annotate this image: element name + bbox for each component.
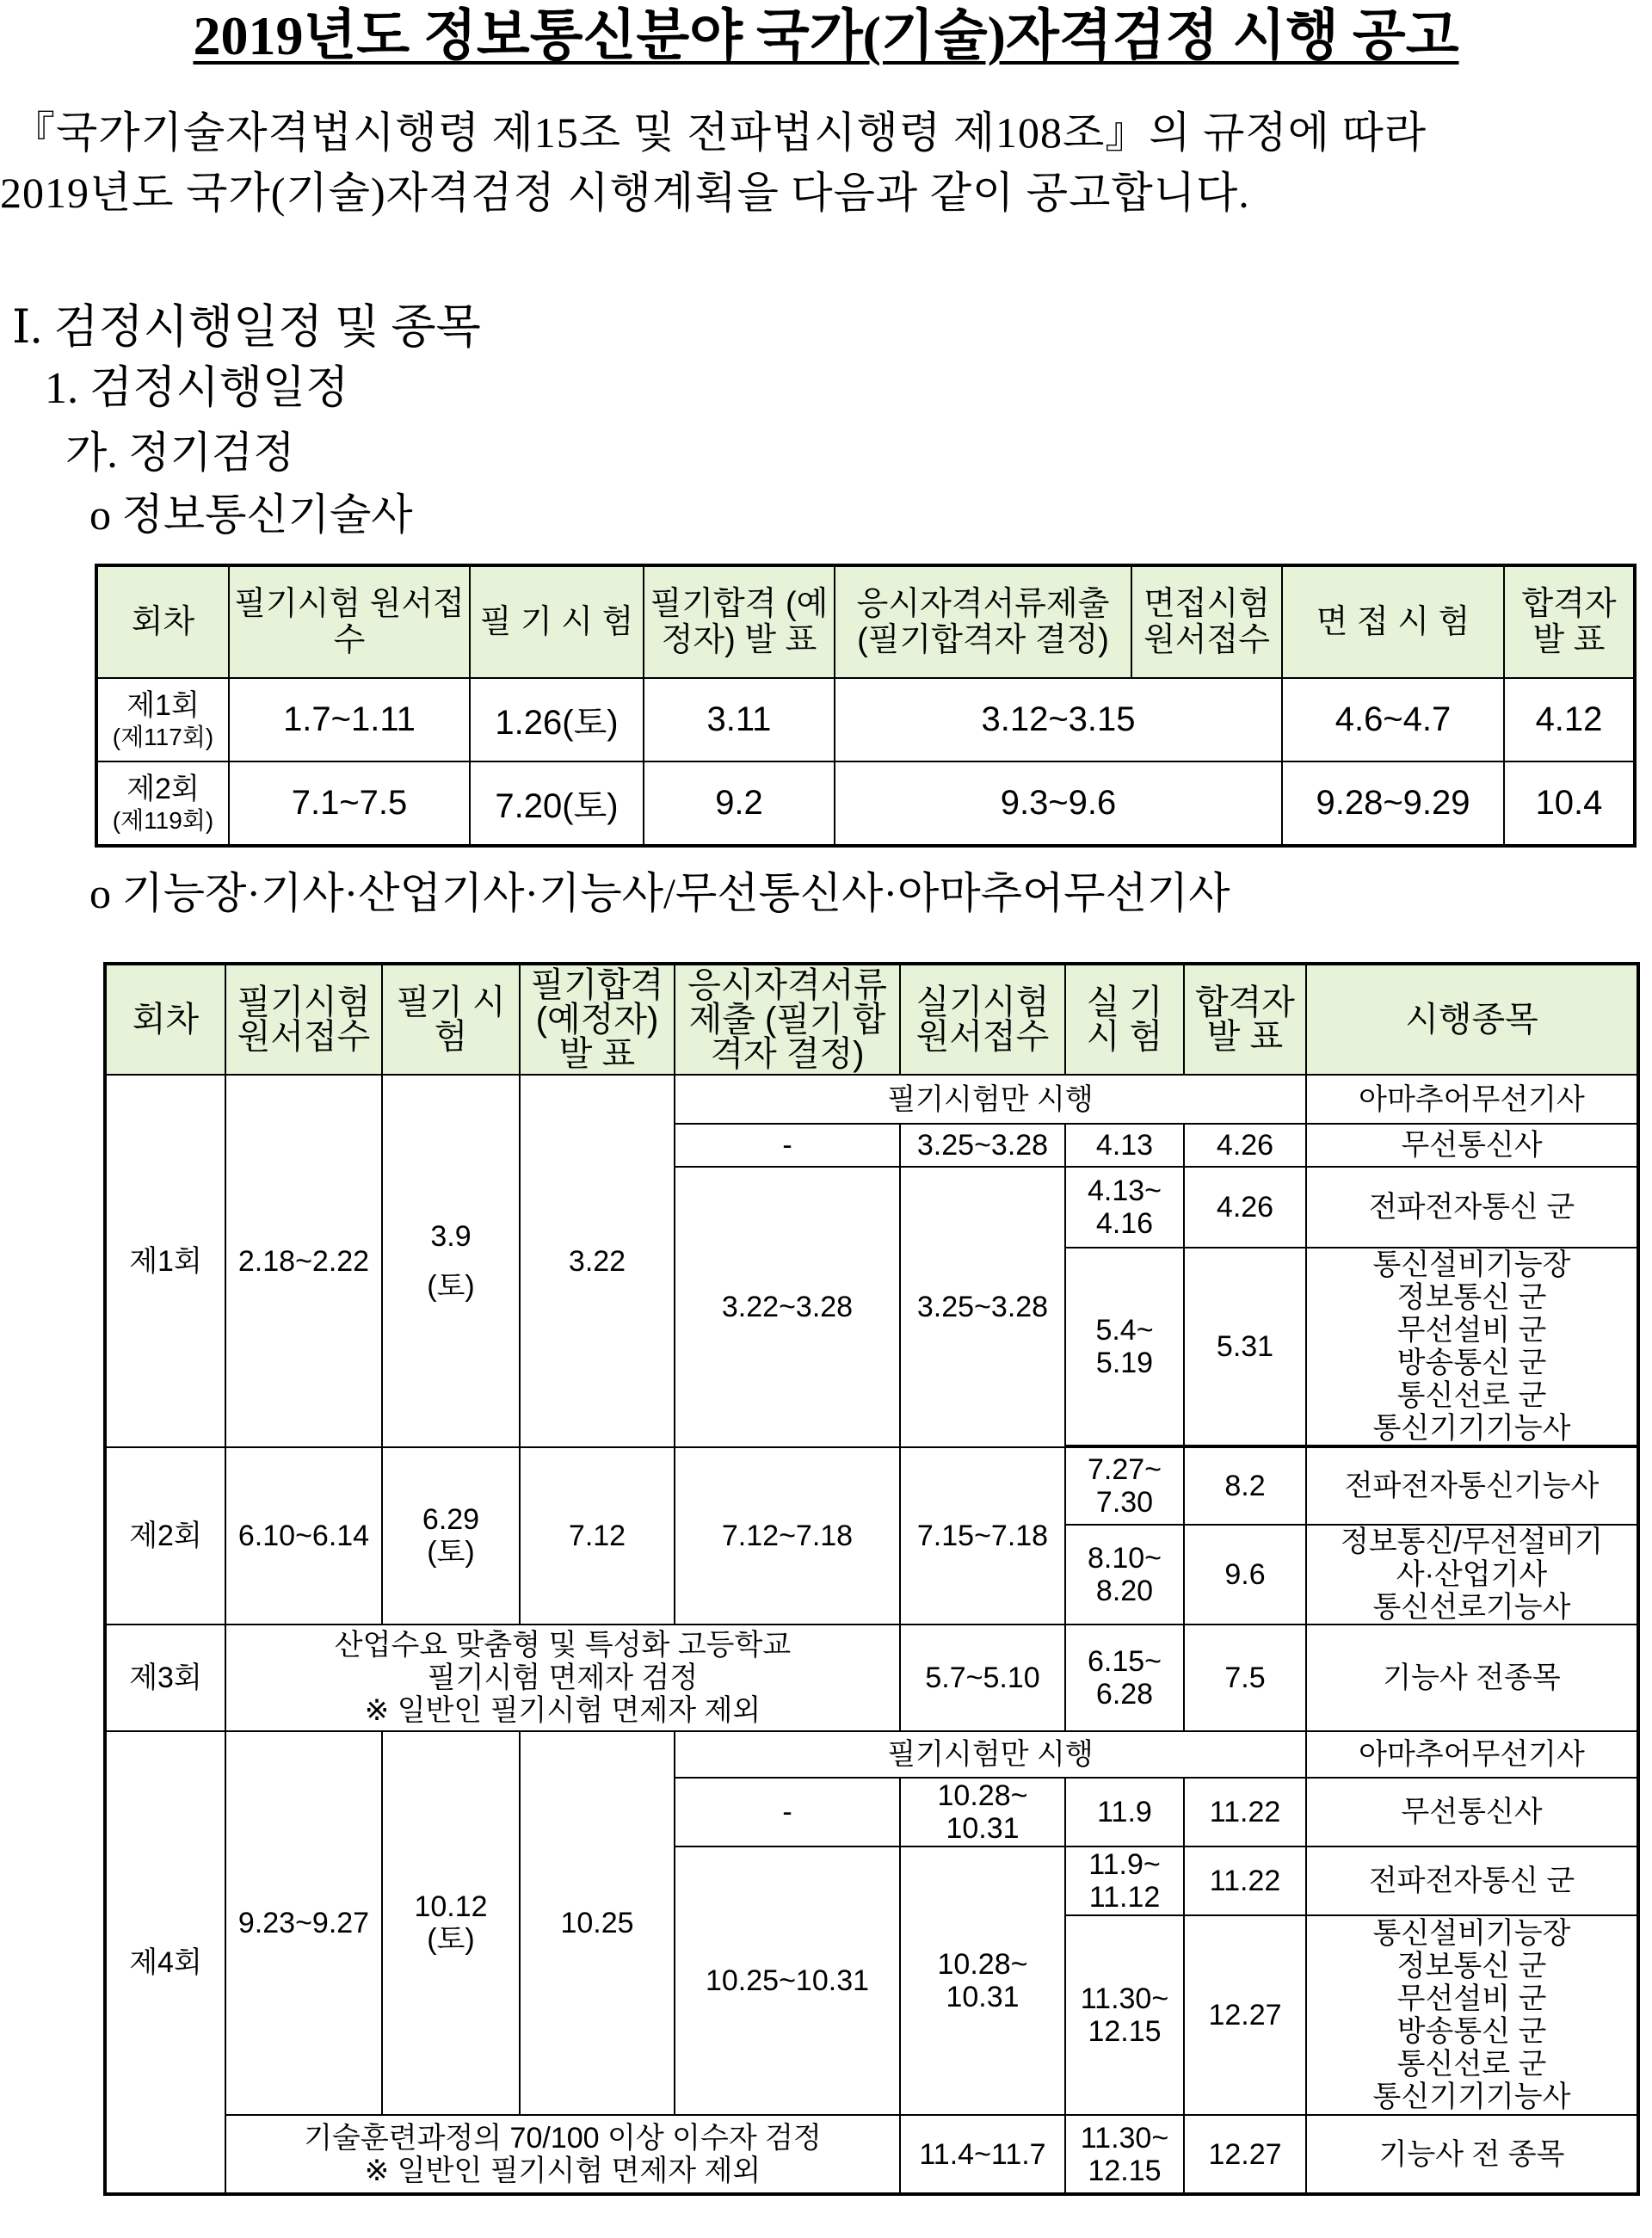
exam-cell: 1.26(토) xyxy=(470,678,644,761)
page-title: 2019년도 정보통신분야 국가(기술)자격검정 시행 공고 xyxy=(193,5,1459,66)
subject-cell: 정보통신/무선설비기 사·산업기사 통신선로기능사 xyxy=(1306,1525,1638,1625)
docs-cell: 3.22~3.28 xyxy=(675,1167,900,1447)
docs-cell: 9.3~9.6 xyxy=(835,761,1282,846)
category-label-technician: o 기능장·기사·산업기사·기능사/무선통신사·아마추어무선기사 xyxy=(89,869,1230,917)
result-cell: 4.26 xyxy=(1184,1124,1306,1167)
round-cell: 제3회 xyxy=(105,1625,225,1731)
practical-exam-cell: 5.4~ 5.19 xyxy=(1065,1248,1184,1446)
exam-cell: 10.12 (토) xyxy=(382,1731,520,2115)
subject-cell: 전파전자통신 군 xyxy=(1306,1847,1638,1915)
result-cell: 4.26 xyxy=(1184,1167,1306,1248)
header-subjects: 시행종목 xyxy=(1306,964,1638,1075)
practical-apply-cell: 3.25~3.28 xyxy=(900,1167,1065,1447)
announce-cell: 3.22 xyxy=(520,1075,675,1447)
docs-cell: 10.25~10.31 xyxy=(675,1847,900,2115)
practical-exam-cell: 4.13 xyxy=(1065,1124,1184,1167)
practical-exam-cell: 6.15~ 6.28 xyxy=(1065,1625,1184,1731)
category-label-engineer: o 정보통신기술사 xyxy=(89,490,413,539)
practical-exam-cell: 8.10~ 8.20 xyxy=(1065,1525,1184,1625)
training-cell: 기술훈련과정의 70/100 이상 이수자 검정 ※ 일반인 필기시험 면제자 제외 xyxy=(225,2115,900,2194)
subject-cell: 전파전자통신기능사 xyxy=(1306,1447,1638,1525)
subject-cell: 전파전자통신 군 xyxy=(1306,1167,1638,1248)
apply-cell: 1.7~1.11 xyxy=(229,678,470,761)
announce-cell: 3.11 xyxy=(644,678,835,761)
result-cell: 5.31 xyxy=(1184,1248,1306,1446)
apply-cell: 9.23~9.27 xyxy=(225,1731,382,2115)
result-cell: 7.5 xyxy=(1184,1625,1306,1731)
note-cell: 산업수요 맞춤형 및 특성화 고등학교 필기시험 면제자 검정 ※ 일반인 필기시험 면제자 제외 xyxy=(225,1625,900,1731)
practical-exam-cell: 11.30~ 12.15 xyxy=(1065,1915,1184,2115)
practical-exam-cell: 11.9~ 11.12 xyxy=(1065,1847,1184,1915)
subsection-heading: 1. 검정시행일정 xyxy=(45,364,349,413)
header-interview-apply: 면접시험 원서접수 xyxy=(1131,565,1282,678)
interview-cell: 4.6~4.7 xyxy=(1282,678,1504,761)
intro-line-1: 『국가기술자격법시행령 제15조 및 전파법시행령 제108조』의 규정에 따라 xyxy=(12,108,1427,157)
header-written-apply: 필기시험 원서접수 xyxy=(229,565,470,678)
subject-cell: 무선통신사 xyxy=(1306,1124,1638,1167)
table-row xyxy=(105,1075,1638,1124)
subject-cell: 통신설비기능장 정보통신 군 무선설비 군 방송통신 군 통신선로 군 통신기기기능사 xyxy=(1306,1248,1638,1446)
practical-apply-cell: 11.4~11.7 xyxy=(900,2115,1065,2194)
round-cell: 제2회 xyxy=(105,1447,225,1625)
subject-cell: 통신설비기능장 정보통신 군 무선설비 군 방송통신 군 통신선로 군 통신기기기능사 xyxy=(1306,1915,1638,2115)
practical-exam-cell: 7.27~ 7.30 xyxy=(1065,1447,1184,1525)
result-cell: 4.12 xyxy=(1504,678,1635,761)
practical-exam-cell: 11.30~ 12.15 xyxy=(1065,2115,1184,2194)
header-written-exam: 필 기 시 험 xyxy=(470,565,644,678)
subject-cell: 아마추어무선기사 xyxy=(1306,1075,1638,1124)
header-round: 회차 xyxy=(105,964,225,1075)
result-cell: 11.22 xyxy=(1184,1847,1306,1915)
result-cell: 11.22 xyxy=(1184,1778,1306,1847)
table-row xyxy=(105,1447,1638,1525)
practical-exam-cell: 4.13~ 4.16 xyxy=(1065,1167,1184,1248)
result-cell: 10.4 xyxy=(1504,761,1635,846)
round-cell: 제2회 (제119회) xyxy=(96,761,229,846)
header-round: 회차 xyxy=(96,565,229,678)
table-row xyxy=(105,2115,1638,2194)
section-heading: Ⅰ. 검정시행일정 및 종목 xyxy=(12,301,481,353)
apply-cell: 7.1~7.5 xyxy=(229,761,470,846)
practical-apply-cell: 10.28~ 10.31 xyxy=(900,1778,1065,1847)
written-only-cell: 필기시험만 시행 xyxy=(675,1075,1306,1124)
header-written-announce: 필기합격 (예정자) 발 표 xyxy=(644,565,835,678)
announce-cell: 9.2 xyxy=(644,761,835,846)
docs-cell: - xyxy=(675,1124,900,1167)
result-cell: 12.27 xyxy=(1184,1915,1306,2115)
header-written-exam: 필기 시험 xyxy=(382,964,520,1075)
header-interview-exam: 면 접 시 험 xyxy=(1282,565,1504,678)
practical-apply-cell: 3.25~3.28 xyxy=(900,1124,1065,1167)
round-cell: 제4회 xyxy=(105,1731,225,2194)
subject-cell: 아마추어무선기사 xyxy=(1306,1731,1638,1778)
announce-cell: 7.12 xyxy=(520,1447,675,1625)
exam-cell: 3.9 (토) xyxy=(382,1075,520,1447)
subject-cell: 무선통신사 xyxy=(1306,1778,1638,1847)
practical-apply-cell: 7.15~7.18 xyxy=(900,1447,1065,1625)
schedule-table-technician xyxy=(103,962,1640,2196)
table-row xyxy=(105,1625,1638,1731)
schedule-table-engineer xyxy=(95,564,1637,848)
header-result: 합격자 발 표 xyxy=(1184,964,1306,1075)
result-cell: 8.2 xyxy=(1184,1447,1306,1525)
apply-cell: 2.18~2.22 xyxy=(225,1075,382,1447)
result-cell: 9.6 xyxy=(1184,1525,1306,1625)
docs-cell: 7.12~7.18 xyxy=(675,1447,900,1625)
subsubsection-heading: 가. 정기검정 xyxy=(65,428,295,477)
docs-cell: 3.12~3.15 xyxy=(835,678,1282,761)
written-only-cell: 필기시험만 시행 xyxy=(675,1731,1306,1778)
header-result: 합격자 발 표 xyxy=(1504,565,1635,678)
practical-exam-cell: 11.9 xyxy=(1065,1778,1184,1847)
table-row xyxy=(96,761,1635,846)
interview-cell: 9.28~9.29 xyxy=(1282,761,1504,846)
header-practical-apply: 실기시험 원서접수 xyxy=(900,964,1065,1075)
round-cell: 제1회 xyxy=(105,1075,225,1447)
subject-cell: 기능사 전 종목 xyxy=(1306,2115,1638,2194)
header-practical-exam: 실 기 시 험 xyxy=(1065,964,1184,1075)
result-cell: 12.27 xyxy=(1184,2115,1306,2194)
practical-apply-cell: 10.28~ 10.31 xyxy=(900,1847,1065,2115)
table-row xyxy=(105,1731,1638,1778)
apply-cell: 6.10~6.14 xyxy=(225,1447,382,1625)
announce-cell: 10.25 xyxy=(520,1731,675,2115)
header-written-apply: 필기시험 원서접수 xyxy=(225,964,382,1075)
exam-cell: 7.20(토) xyxy=(470,761,644,846)
header-docs-submit: 응시자격서류제출 (필기합격자 결정) xyxy=(835,565,1131,678)
intro-line-2: 2019년도 국가(기술)자격검정 시행계획을 다음과 같이 공고합니다. xyxy=(0,169,1250,217)
practical-apply-cell: 5.7~5.10 xyxy=(900,1625,1065,1731)
exam-cell: 6.29 (토) xyxy=(382,1447,520,1625)
docs-cell: - xyxy=(675,1778,900,1847)
header-written-announce: 필기합격 (예정자) 발 표 xyxy=(520,964,675,1075)
round-cell: 제1회 (제117회) xyxy=(96,678,229,761)
subject-cell: 기능사 전종목 xyxy=(1306,1625,1638,1731)
table-row xyxy=(96,678,1635,761)
header-docs-submit: 응시자격서류 제출 (필기 합격자 결정) xyxy=(675,964,900,1075)
